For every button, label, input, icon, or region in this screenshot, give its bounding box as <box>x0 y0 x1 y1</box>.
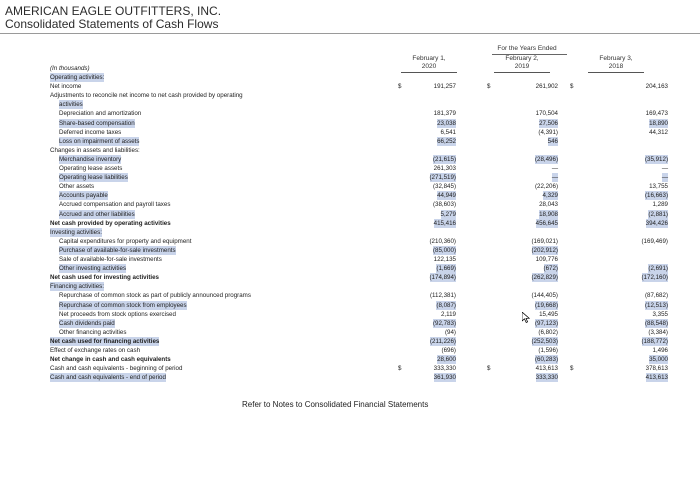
table-row <box>50 100 690 109</box>
cell-value: (112,381) <box>429 292 456 300</box>
row-label: Other investing activities <box>59 265 127 273</box>
cell-value: (16,663) <box>644 192 668 200</box>
dollar-sign: $ <box>398 83 402 91</box>
table-row <box>50 255 690 264</box>
table-row <box>50 373 690 382</box>
cell-value: 333,330 <box>535 374 558 382</box>
table-row <box>50 82 690 91</box>
cell-value: 6,541 <box>440 128 456 136</box>
units-row <box>50 64 690 73</box>
cell-value: 35,000 <box>649 356 668 364</box>
table-row <box>50 355 690 364</box>
column-header-2018: February 3, 2018 <box>584 55 648 73</box>
cell-value: 15,495 <box>539 310 558 318</box>
statement-title: Consolidated Statements of Cash Flows <box>5 17 219 31</box>
row-label: Net change in cash and cash equivalents <box>50 356 171 364</box>
table-row <box>50 282 690 291</box>
cell-value: 2,119 <box>440 310 456 318</box>
table-row <box>50 328 690 337</box>
row-label: Net proceeds from stock options exercised <box>59 310 176 318</box>
cell-value: — <box>551 165 558 172</box>
dollar-sign: $ <box>487 365 491 373</box>
cell-value: — <box>551 174 558 182</box>
cell-value: (88,548) <box>644 319 668 327</box>
cell-value: 361,930 <box>433 374 456 382</box>
table-row <box>50 291 690 300</box>
cell-value: 413,613 <box>535 365 558 373</box>
cell-value: 28,043 <box>539 201 558 209</box>
cell-value: (169,021) <box>531 237 558 245</box>
dollar-sign: $ <box>398 365 402 373</box>
cell-value: 5,279 <box>440 210 456 218</box>
cell-value: 261,902 <box>535 83 558 91</box>
dollar-sign: $ <box>570 83 574 91</box>
mouse-cursor-icon <box>522 312 530 323</box>
title-divider <box>0 33 700 34</box>
table-row <box>50 119 690 128</box>
row-label: Accrued and other liabilities <box>59 210 135 218</box>
table-row <box>50 164 690 173</box>
cell-value: (696) <box>441 347 456 354</box>
cell-value: 44,949 <box>437 192 456 200</box>
cell-value: (2,691) <box>648 265 668 273</box>
row-label: Accrued compensation and payroll taxes <box>59 201 171 209</box>
cell-value: (262,829) <box>531 274 558 282</box>
cell-value: 546 <box>547 137 558 145</box>
table-row <box>50 146 690 155</box>
cell-value: 415,416 <box>433 219 456 227</box>
cell-value: (211,226) <box>429 337 456 345</box>
row-label: Cash and cash equivalents - beginning of period <box>50 365 183 373</box>
cell-value: 122,135 <box>433 256 456 263</box>
cell-value: 28,600 <box>437 356 456 364</box>
cell-value: 3,355 <box>652 310 668 318</box>
cell-value: 204,163 <box>645 83 668 91</box>
table-row <box>50 273 690 282</box>
table-row <box>50 155 690 164</box>
cell-value: (28,496) <box>534 155 558 163</box>
table-row <box>50 128 690 137</box>
row-label: Cash dividends paid <box>59 319 115 327</box>
row-label: Capital expenditures for property and equipment <box>59 237 192 245</box>
row-label: Deferred income taxes <box>59 128 122 136</box>
table-row <box>50 109 690 118</box>
row-label: Share-based compensation <box>59 119 135 127</box>
cell-value: (169,469) <box>641 237 668 245</box>
cell-value: 456,645 <box>535 219 558 227</box>
header-group-label: For the Years Ended <box>497 45 557 52</box>
cell-value: (85,000) <box>432 246 456 254</box>
row-label: Other assets <box>59 183 95 191</box>
cell-value: 181,379 <box>433 110 456 118</box>
row-label: activities <box>59 101 83 109</box>
table-row <box>50 137 690 146</box>
row-label: Merchandise inventory <box>59 155 122 163</box>
header-group <box>432 45 622 52</box>
cell-value: 378,613 <box>645 365 668 373</box>
dollar-sign: $ <box>487 83 491 91</box>
row-label: Other financing activities <box>59 328 127 336</box>
table-row <box>50 264 690 273</box>
cell-value: — <box>661 174 668 182</box>
cell-value: (174,894) <box>429 274 456 282</box>
cell-value: 66,252 <box>437 137 456 145</box>
cell-value: (21,615) <box>432 155 456 163</box>
row-label: Operating activities: <box>50 74 105 81</box>
cell-value: (202,912) <box>531 246 558 254</box>
cell-value: 1,289 <box>652 201 668 209</box>
cell-value: (271,519) <box>429 174 456 182</box>
column-header-2019: February 2, 2019 <box>490 55 554 73</box>
cell-value: 170,504 <box>535 110 558 118</box>
cell-value: (97,123) <box>534 319 558 327</box>
cell-value: (32,845) <box>432 183 456 191</box>
cell-value: 394,426 <box>645 219 668 227</box>
cell-value: (252,503) <box>531 337 558 345</box>
row-label: Loss on impairment of assets <box>59 137 140 145</box>
table-row <box>50 219 690 228</box>
cell-value: (2,881) <box>648 210 668 218</box>
cell-value: (22,206) <box>534 183 558 191</box>
table-row <box>50 182 690 191</box>
cell-value: (188,772) <box>641 337 668 345</box>
row-label: Purchase of available-for-sale investments <box>59 246 176 254</box>
cell-value: 23,038 <box>437 119 456 127</box>
cell-value: (92,783) <box>432 319 456 327</box>
row-label: Changes in assets and liabilities: <box>50 146 140 154</box>
cell-value: (1,596) <box>538 347 558 354</box>
table-row <box>50 246 690 255</box>
cell-value: (3,384) <box>648 328 668 336</box>
row-label: Adjustments to reconcile net income to net cash provided by operating <box>50 92 243 100</box>
cell-value: (1,669) <box>436 265 456 273</box>
cell-value: (172,160) <box>641 274 668 282</box>
row-label: Operating lease liabilities <box>59 174 128 182</box>
table-row <box>50 91 690 100</box>
cell-value: (210,360) <box>429 237 456 245</box>
cell-value: 44,312 <box>649 128 668 136</box>
cell-value: 191,257 <box>433 83 456 91</box>
cell-value: 261,303 <box>433 165 456 172</box>
cell-value: (12,513) <box>644 301 668 309</box>
row-label: Net cash used for financing activities <box>50 337 160 345</box>
cell-value: 1,496 <box>652 347 668 354</box>
cell-value: (144,405) <box>531 292 558 300</box>
cell-value: 4,329 <box>542 192 558 200</box>
cell-value: 333,330 <box>433 365 456 373</box>
cell-value: 109,776 <box>535 256 558 263</box>
footer-note: Refer to Notes to Consolidated Financial Statements <box>242 400 429 409</box>
cell-value: 27,506 <box>539 119 558 127</box>
cell-value: (672) <box>543 265 558 273</box>
table-row <box>50 210 690 219</box>
cell-value: — <box>661 165 668 172</box>
row-label: Net income <box>50 83 82 91</box>
row-label: Investing activities: <box>50 228 102 236</box>
table-row <box>50 310 690 319</box>
cell-value: (8,087) <box>436 301 456 309</box>
cell-value: (38,603) <box>432 201 456 209</box>
cell-value: (4,391) <box>538 128 558 136</box>
cell-value: (87,682) <box>644 292 668 300</box>
company-name: AMERICAN EAGLE OUTFITTERS, INC. <box>5 4 222 18</box>
table-row <box>50 337 690 346</box>
table-row <box>50 73 690 82</box>
units-label: (In thousands) <box>50 65 90 72</box>
cell-value: (94) <box>444 328 456 336</box>
cell-value: (60,283) <box>534 356 558 364</box>
row-label: Depreciation and amortization <box>59 110 142 118</box>
row-label: Effect of exchange rates on cash <box>50 347 141 354</box>
cell-value: 169,473 <box>645 110 668 118</box>
cell-value: 18,908 <box>539 210 558 218</box>
row-label: Accounts payable <box>59 192 108 200</box>
table-row <box>50 346 690 355</box>
table-row <box>50 173 690 182</box>
table-row <box>50 191 690 200</box>
cell-value: (6,802) <box>538 328 558 336</box>
table-row <box>50 319 690 328</box>
row-label: Repurchase of common stock from employees <box>59 301 187 309</box>
table-row <box>50 364 690 373</box>
table-row <box>50 228 690 237</box>
row-label: Net cash used for investing activities <box>50 274 160 282</box>
cell-value: (19,668) <box>534 301 558 309</box>
table-row <box>50 200 690 209</box>
table-row <box>50 237 690 246</box>
row-label: Repurchase of common stock as part of publicly announced programs <box>59 292 251 300</box>
dollar-sign: $ <box>570 365 574 373</box>
row-label: Operating lease assets <box>59 165 123 172</box>
cell-value: 18,890 <box>649 119 668 127</box>
row-label: Net cash provided by operating activities <box>50 219 171 227</box>
cell-value: 13,755 <box>649 183 668 191</box>
row-label: Cash and cash equivalents - end of period <box>50 374 166 382</box>
table-row <box>50 301 690 310</box>
column-header-2020: February 1, 2020 <box>397 55 461 73</box>
row-label: Financing activities: <box>50 283 104 291</box>
row-label: Sale of available-for-sale investments <box>59 256 162 263</box>
cell-value: (35,912) <box>644 155 668 163</box>
cell-value: 413,613 <box>645 374 668 382</box>
